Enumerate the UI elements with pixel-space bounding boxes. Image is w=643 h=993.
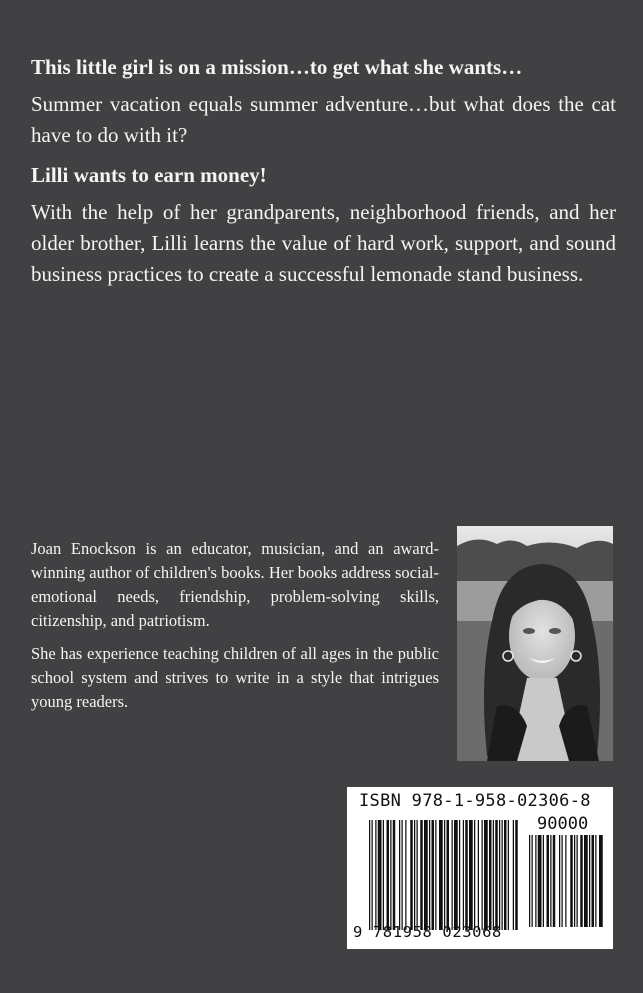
barcode-bar <box>459 820 460 930</box>
back-cover-blurb <box>31 52 616 290</box>
barcode-bar <box>463 820 464 930</box>
hook-line: This little girl is on a mission…to get what she wants… <box>31 55 523 79</box>
addon-barcode-bar <box>529 835 530 927</box>
barcode-bar <box>508 820 509 930</box>
barcode-bar <box>447 820 450 930</box>
addon-barcode-bar <box>562 835 563 927</box>
barcode-bar <box>402 820 403 930</box>
barcode-bar <box>493 820 494 930</box>
addon-barcode-bar <box>559 835 560 927</box>
barcode-bar <box>474 820 475 930</box>
addon-barcode-bar <box>553 835 556 927</box>
addon-barcode-bar <box>595 835 596 927</box>
addon-barcode-bar <box>535 835 536 927</box>
barcode-bar <box>420 820 423 930</box>
barcode-bar <box>465 820 468 930</box>
barcode-bar <box>432 820 435 930</box>
addon-barcode-bar <box>589 835 590 927</box>
barcode-bar <box>405 820 406 930</box>
addon-barcode-bar <box>538 835 542 927</box>
author-bio-paragraph-1: Joan Enockson is an educator, musician, and an award-winning author of children's books. Her books address social-emotional needs, friendship, problem-solving skills, citizenship, and patriotism. <box>31 539 439 630</box>
barcode-bar <box>482 820 483 930</box>
barcode-bar <box>435 820 436 930</box>
barcode-bar <box>369 820 370 930</box>
barcode-bar <box>469 820 473 930</box>
barcode-bar <box>444 820 445 930</box>
barcode-bar <box>393 820 396 930</box>
barcode-bar <box>390 820 391 930</box>
barcode-bar <box>378 820 382 930</box>
barcode-bar <box>429 820 430 930</box>
barcode-bar <box>454 820 458 930</box>
addon-barcode-bar <box>574 835 575 927</box>
addon-barcode-bar <box>580 835 583 927</box>
author-photo <box>457 526 613 761</box>
addon-barcode-bar <box>599 835 603 927</box>
ean-digits: 9 781958 023068 <box>353 923 502 941</box>
barcode-bar <box>375 820 376 930</box>
barcode-bar <box>515 820 518 930</box>
addon-barcode-bar <box>550 835 551 927</box>
addon-barcode-bar <box>547 835 550 927</box>
barcode-bar <box>489 820 492 930</box>
addon-barcode-bar <box>532 835 533 927</box>
isbn-barcode <box>347 787 613 949</box>
barcode-bar <box>502 820 503 930</box>
author-bio <box>31 537 439 714</box>
addon-barcode-bar <box>584 835 588 927</box>
subheading: Lilli wants to earn money! <box>31 163 267 187</box>
barcode-bar <box>452 820 453 930</box>
barcode-bar <box>410 820 413 930</box>
author-bio-paragraph-2: She has experience teaching children of all ages in the public school system and strives to write in a style that intrigues young readers. <box>31 644 439 711</box>
addon-barcode-bar <box>565 835 566 927</box>
barcode-bar <box>383 820 384 930</box>
barcode-bar <box>499 820 500 930</box>
barcode-bar <box>399 820 400 930</box>
barcode-bar <box>478 820 479 930</box>
addon-barcode-bar <box>577 835 578 927</box>
summary-paragraph-2: With the help of her grandparents, neighborhood friends, and her older brother, Lilli learns the value of hard work, support, and sound business practices to create a successful lemonade stand business. <box>31 200 616 286</box>
barcode-bar <box>495 820 498 930</box>
addon-barcode-bar <box>592 835 595 927</box>
barcode-bar <box>513 820 514 930</box>
isbn-label: ISBN 978-1-958-02306-8 <box>359 791 591 811</box>
barcode-bar <box>417 820 418 930</box>
author-portrait-image <box>457 526 613 761</box>
barcode-bar <box>439 820 443 930</box>
barcode-bar <box>414 820 415 930</box>
barcode-bar <box>424 820 428 930</box>
barcode-bar <box>387 820 390 930</box>
addon-barcode-bar <box>543 835 544 927</box>
addon-barcode-bar <box>570 835 573 927</box>
barcode-bar <box>504 820 507 930</box>
price-code: 90000 <box>537 814 589 834</box>
barcode-bar <box>372 820 373 930</box>
barcode-bar <box>484 820 488 930</box>
summary-paragraph-1: Summer vacation equals summer adventure…but what does the cat have to do with it? <box>31 92 616 147</box>
